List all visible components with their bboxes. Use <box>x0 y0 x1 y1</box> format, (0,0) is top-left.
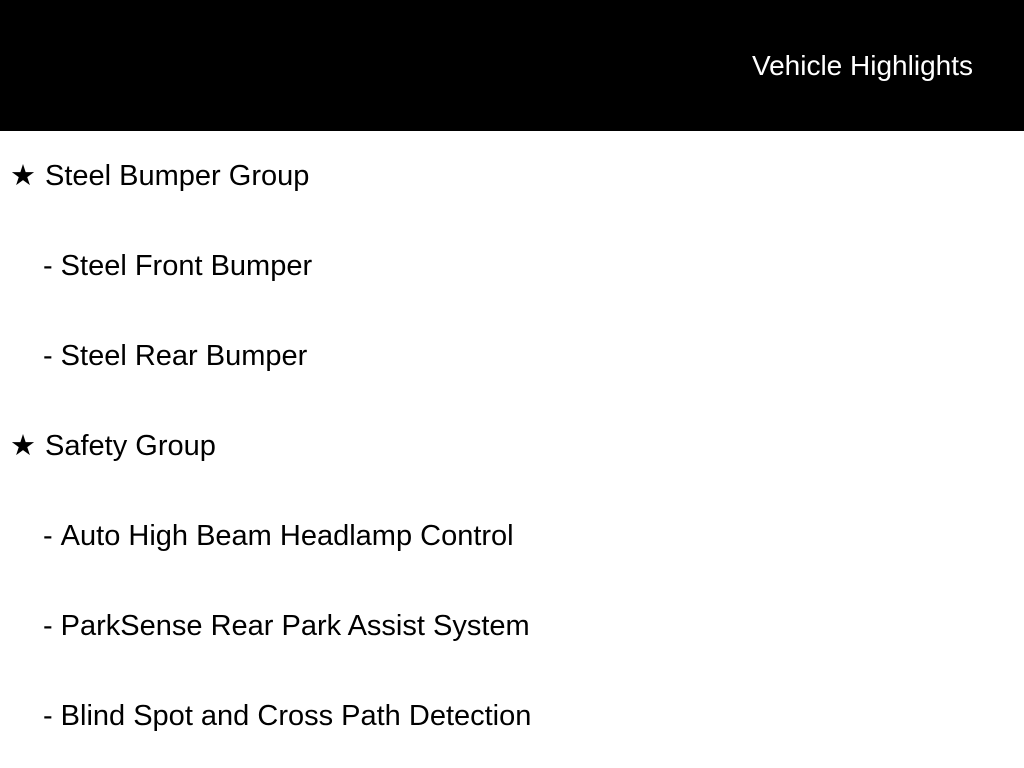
page-title: Vehicle Highlights <box>751 49 973 81</box>
dash-bullet: - <box>43 609 53 642</box>
feature-group-row <box>0 131 1024 221</box>
feature-group-label: Steel Bumper Group <box>45 159 310 192</box>
dash-bullet: - <box>43 249 53 282</box>
dash-bullet: - <box>43 339 53 372</box>
star-bullet-icon: ★ <box>10 429 36 462</box>
feature-item-row <box>0 671 1024 761</box>
feature-item-label: Auto High Beam Headlamp Control <box>60 519 514 552</box>
dash-bullet: - <box>43 699 53 732</box>
feature-item-label: Steel Front Bumper <box>60 249 313 282</box>
feature-item-label: Steel Rear Bumper <box>60 339 308 372</box>
feature-list <box>0 131 1024 768</box>
star-bullet-icon: ★ <box>10 159 36 192</box>
feature-item-label: ParkSense Rear Park Assist System <box>60 609 530 642</box>
feature-group-row <box>0 401 1024 491</box>
feature-item-row <box>0 311 1024 401</box>
feature-group-label: Safety Group <box>45 429 216 462</box>
feature-item-row <box>0 221 1024 311</box>
feature-item-label: Blind Spot and Cross Path Detection <box>60 699 532 732</box>
feature-item-row <box>0 581 1024 671</box>
feature-item-row <box>0 491 1024 581</box>
dash-bullet: - <box>43 519 53 552</box>
header-bar <box>0 0 1024 131</box>
